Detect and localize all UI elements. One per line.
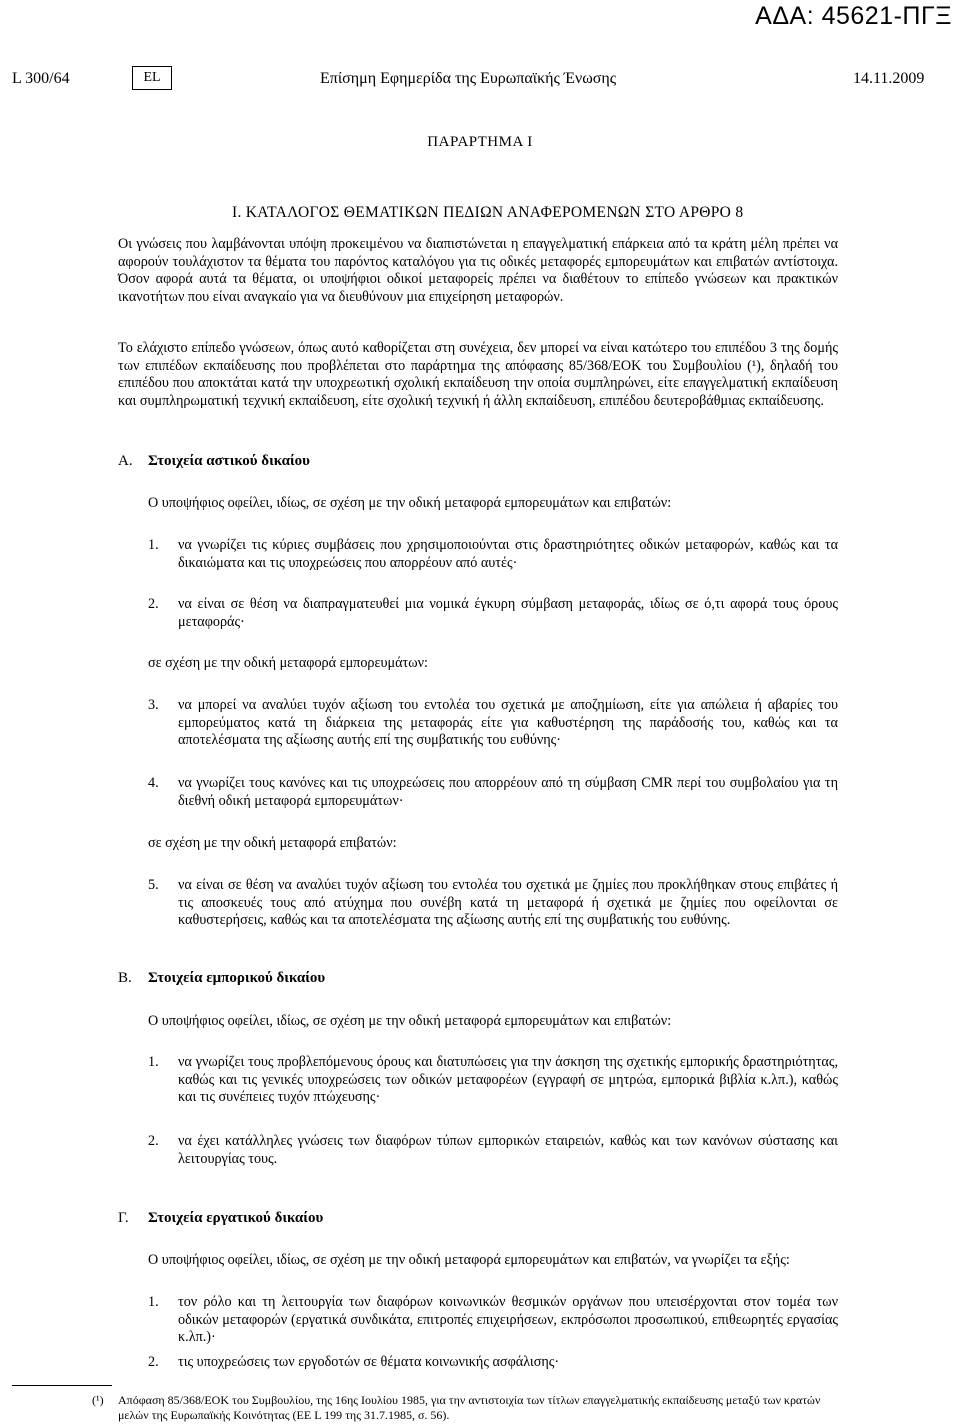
- list-item-number: 4.: [148, 775, 159, 791]
- list-item: να γνωρίζει τις κύριες συμβάσεις που χρησιμοποιούνται στις δραστηριότητες οδικών μεταφορών, καθώς και τα δικαιώματα και τις υποχρεώσεις που απορρέουν από αυτές·: [178, 537, 838, 571]
- section-b-lead: Ο υποψήφιος οφείλει, ιδίως, σε σχέση με την οδική μεταφορά εμπορευμάτων και επιβατών:: [148, 1013, 672, 1029]
- list-item-number: 1.: [148, 1054, 159, 1070]
- footnote-text: Απόφαση 85/368/ΕΟΚ του Συμβουλίου, της 16ης Ιουλίου 1985, για την αντιστοιχία των τίτλων επαγγελματικής εκπαίδευσης μεταξύ των κρατών μελών της Ευρωπαϊκής Κοινότητας (ΕΕ L 199 της 31.7.1985, σ. 56).: [118, 1393, 821, 1422]
- list-item: να μπορεί να αναλύει τυχόν αξίωση του εντολέα του σχετικά με αποζημίωση, είτε για απώλεια ή αβαρίες του εμπορεύματος κατά τη διάρκεια της μεταφοράς είτε για καθυστέρηση της παράδοσής του, καθώς και τα αποτελέσματα της αξίωσης αυτής επί της συμβατικής του ευθύνης·: [178, 697, 838, 749]
- publication-date: 14.11.2009: [853, 70, 925, 87]
- list-item-number: 1.: [148, 1294, 159, 1310]
- list-item: να είναι σε θέση να αναλύει τυχόν αξίωση του εντολέα του σχετικά με ζημίες που προκλήθηκαν στους επιβάτες ή τις αποσκευές τους από ατύχημα που συνέβη κατά τη μεταφορά ή σχετικά με ζημίες που οφείλονται σε καθυστερήσεις, καθώς και τα αποτελέσματα της αξίωσης αυτής επί της συμβατικής του ευθύνης.: [178, 877, 838, 929]
- page-reference: L 300/64: [12, 70, 70, 87]
- section-b-title: Στοιχεία εμπορικού δικαίου: [148, 970, 326, 986]
- section-g-letter: Γ.: [118, 1210, 129, 1226]
- section-g-title: Στοιχεία εργατικού δικαίου: [148, 1210, 324, 1226]
- list-item: να γνωρίζει τους προβλεπόμενους όρους και διατυπώσεις για την άσκηση της σχετικής εμπορικής δραστηριότητας, καθώς και τις γενικές υποχρεώσεις των οδικών μεταφορέων (εγγραφή σε μητρώα, εμπορικά βιβλία κ.λπ.), καθώς και τις συνέπειες τυχόν πτώχευσης·: [178, 1054, 838, 1106]
- footnote-mark: (¹): [92, 1393, 104, 1407]
- list-item-number: 1.: [148, 537, 159, 553]
- language-box: EL: [132, 66, 172, 90]
- list-item-number: 3.: [148, 697, 159, 713]
- list-item-number: 2.: [148, 596, 159, 612]
- section-g-lead: Ο υποψήφιος οφείλει, ιδίως, σε σχέση με την οδική μεταφορά εμπορευμάτων και επιβατών, να γνωρίζει τα εξής:: [148, 1252, 790, 1268]
- footnote-divider: [12, 1385, 112, 1386]
- list-item-number: 2.: [148, 1133, 159, 1149]
- intro-paragraph-1: Οι γνώσεις που λαμβάνονται υπόψη προκειμένου να διαπιστώνεται η επαγγελματική επάρκεια από τα κράτη μέλη πρέπει να αφορούν τουλάχιστον τα θέματα του παρόντος καταλόγου για τις οδικές μεταφορές εμπορευμάτων και επιβατών αντίστοιχα. Όσον αφορά αυτά τα θέματα, οι υποψήφιοι οδικοί μεταφορείς πρέπει να διαθέτουν το επίπεδο γνώσεων και πρακτικών ικανοτήτων που είναι αναγκαίο για να διευθύνουν μια επιχείρηση μεταφορών.: [118, 236, 838, 305]
- subheading-goods: σε σχέση με την οδική μεταφορά εμπορευμάτων:: [148, 655, 428, 671]
- list-item: να είναι σε θέση να διαπραγματευθεί μια νομικά έγκυρη σύμβαση μεταφοράς, ιδίως σε ό,τι αφορά τους όρους μεταφοράς·: [178, 596, 838, 630]
- subheading-passengers: σε σχέση με την οδική μεταφορά επιβατών:: [148, 835, 397, 851]
- annex-heading: ΠΑΡΑΡΤΗΜΑ Ι: [427, 134, 533, 150]
- section-a-letter: A.: [118, 453, 133, 469]
- section-b-letter: B.: [118, 970, 132, 986]
- ada-stamp: ΑΔΑ: 45621-ΠΓΞ: [755, 2, 952, 30]
- section-a-title: Στοιχεία αστικού δικαίου: [148, 453, 310, 469]
- list-item-number: 5.: [148, 877, 159, 893]
- section-a-lead: Ο υποψήφιος οφείλει, ιδίως, σε σχέση με την οδική μεταφορά εμπορευμάτων και επιβατών:: [148, 495, 672, 511]
- intro-paragraph-2: Το ελάχιστο επίπεδο γνώσεων, όπως αυτό καθορίζεται στη συνέχεια, δεν μπορεί να είναι κατώτερο του επιπέδου 3 της δομής των επιπέδων εκπαίδευσης που προβλέπεται στο παράρτημα της απόφασης 85/368/ΕΟΚ του Συμβουλίου (¹), δηλαδή του επιπέδου που αποκτάται κατά την υποχρεωτική σχολική εκπαίδευση την οποία συμπληρώνει, είτε επαγγελματική εκπαίδευση και συμπληρωματική τεχνική εκπαίδευση, είτε σχολική τεχνική ή άλλη εκπαίδευση, επιπέδου δευτεροβάθμιας εκπαίδευσης.: [118, 340, 838, 409]
- section-title: I. ΚΑΤΑΛΟΓΟΣ ΘΕΜΑΤΙΚΩΝ ΠΕΔΙΩΝ ΑΝΑΦΕΡΟΜΕΝΩΝ ΣΤΟ ΑΡΘΡΟ 8: [232, 204, 744, 221]
- list-item: τον ρόλο και τη λειτουργία των διαφόρων κοινωνικών θεσμικών οργάνων που υπεισέρχονται στον τομέα των οδικών μεταφορών (εργατικά συνδικάτα, επιτροπές επιχειρήσεων, εκπρόσωποι προσωπικού, επιθεωρητές εργασίας κ.λπ.)·: [178, 1294, 838, 1346]
- journal-title: Επίσημη Εφημερίδα της Ευρωπαϊκής Ένωσης: [320, 70, 617, 87]
- list-item: να γνωρίζει τους κανόνες και τις υποχρεώσεις που απορρέουν από τη σύμβαση CMR περί του συμβολαίου για τη διεθνή οδική μεταφορά εμπορευμάτων·: [178, 775, 838, 809]
- list-item: τις υποχρεώσεις των εργοδοτών σε θέματα κοινωνικής ασφάλισης·: [178, 1354, 560, 1370]
- list-item: να έχει κατάλληλες γνώσεις των διαφόρων τύπων εμπορικών εταιρειών, καθώς και των κανόνων σύστασης και λειτουργίας τους.: [178, 1133, 838, 1167]
- list-item-number: 2.: [148, 1354, 159, 1370]
